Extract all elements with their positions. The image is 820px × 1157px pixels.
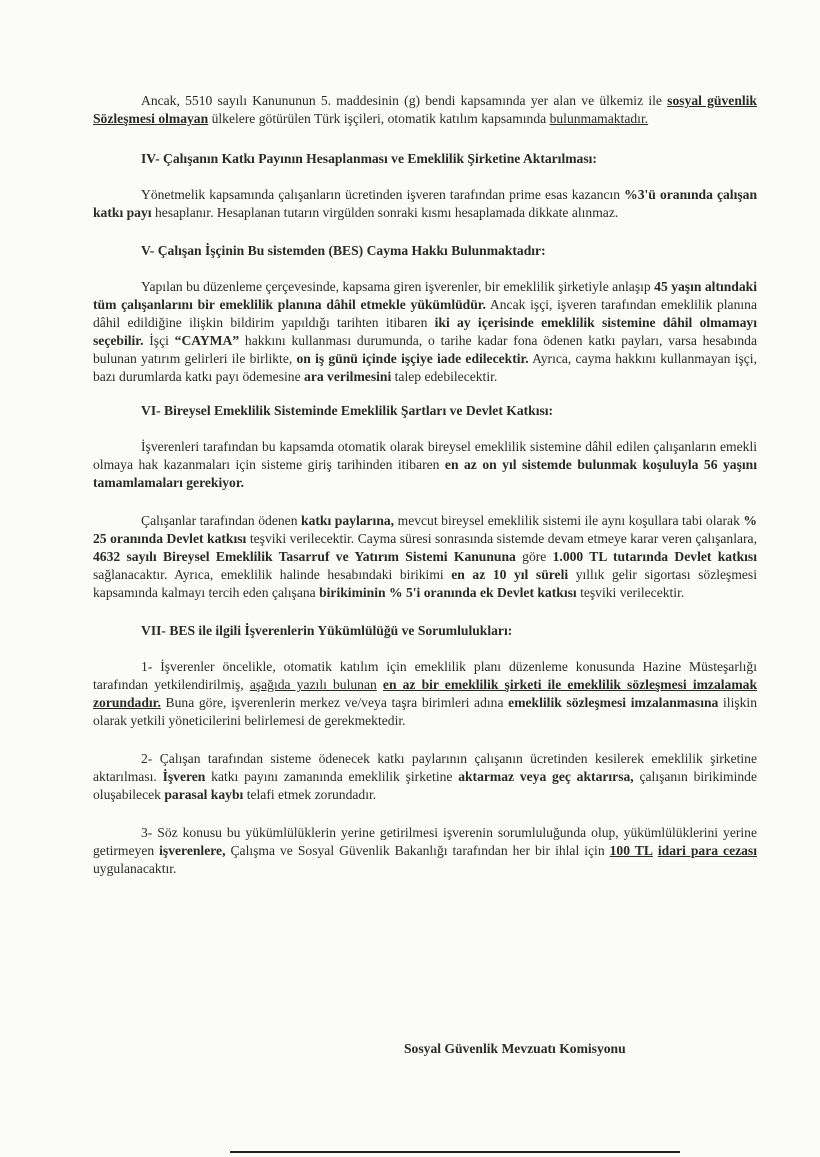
text: 1- İşverenler öncelikle, otomatik katılım için emeklilik planı düzenleme konusunda Hazine Müsteşarlığı tarafından yetkilendirilmiş, (93, 659, 757, 692)
underlined-bold-text: sosyal güvenlik Sözleşmesi olmayan (93, 93, 757, 126)
underlined-text: aşağıda yazılı bulunan (249, 677, 377, 692)
text: talep edebilecektir. (391, 369, 498, 384)
paragraph-vi-a (93, 438, 757, 492)
text: teşviki verilecektir. Cayma süresi sonrasında sistemde devam etmeye karar veren çalışanlara, (246, 531, 757, 546)
scan-edge-line (230, 1151, 680, 1157)
bold-text: aktarmaz veya geç aktarırsa, (458, 769, 634, 784)
text: göre (515, 549, 553, 564)
bold-text: İşveren (162, 769, 206, 784)
text: Çalışma ve Sosyal Güvenlik Bakanlığı tarafından her bir ihlal için (225, 843, 610, 858)
paragraph-vii-2 (93, 750, 757, 804)
section-heading-vi: VI- Bireysel Emeklilik Sisteminde Emeklilik Şartları ve Devlet Katkısı: (141, 403, 554, 418)
underlined-text: bulunmamaktadır. (549, 111, 649, 126)
text: Ancak, 5510 sayılı Kanununun 5. maddesinin (g) bendi kapsamında yer alan ve ülkemiz ile (141, 93, 668, 108)
text: İşçi (143, 333, 175, 348)
text: hakkını kullanması durumunda, o tarihe kadar fona ödenen katkı payları, varsa hesabında bulunan yatırım gelirleri ile birlikte, (93, 333, 757, 366)
text: telafi etmek zorundadır. (243, 787, 377, 802)
underlined-bold-text: idari para cezası (657, 843, 757, 858)
text: Ayrıca, cayma hakkını kullanmayan işçi, bazı durumlarda katkı payı ödemesine (93, 351, 757, 384)
bold-text: katkı paylarına, (301, 513, 395, 528)
text: hesaplanır. Hesaplanan tutarın virgülden sonraki kısmı hesaplamada dikkate alınmaz. (151, 205, 619, 220)
bold-text: parasal kaybı (164, 787, 244, 802)
text: 2- Çalışan tarafından sisteme ödenecek katkı paylarının çalışanın ücretinden kesilerek emeklilik şirketine aktarılması. (93, 751, 757, 784)
bold-text: 1.000 TL tutarında Devlet katkısı (552, 549, 758, 564)
text: mevcut bireysel emeklilik sistemi ile aynı koşullara tabi olarak (394, 513, 744, 528)
section-heading-v: V- Çalışan İşçinin Bu sistemden (BES) Cayma Hakkı Bulunmaktadır: (141, 243, 546, 258)
text: Buna göre, işverenlerin merkez ve/veya taşra birimleri adına (160, 695, 509, 710)
underlined-bold-text: 100 TL (609, 843, 653, 858)
text: Ancak işçi, işveren tarafından emeklilik planına dâhil edildiğine ilişkin bildirim yapıldığı tarihten itibaren (93, 297, 757, 330)
bold-text: 45 yaşın altındaki tüm çalışanlarını bir emeklilik planına dâhil etmekle yükümlüdür. (93, 279, 758, 312)
bold-text: en az 10 yıl süreli (451, 567, 569, 582)
text: çalışanın birikiminde oluşabilecek (93, 769, 757, 802)
text: katkı payını zamanında emeklilik şirketine (205, 769, 459, 784)
text: uygulanacaktır. (93, 861, 177, 876)
text: 3- Söz konusu bu yükümlülüklerin yerine getirilmesi işverenin sorumluluğunda olup, yükümlülüklerini yerine getirmeyen (93, 825, 757, 858)
text: ülkelere götürülen Türk işçileri, otomatik katılım kapsamında (208, 111, 550, 126)
bold-text: işverenlere, (159, 843, 226, 858)
bold-text: en az on yıl sistemde bulunmak koşuluyla 56 yaşını tamamlamaları gerekiyor. (93, 457, 757, 490)
text: sağlanacaktır. Ayrıca, emeklilik halinde hesabındaki birikimi (93, 567, 452, 582)
underlined-bold-text: en az bir emeklilik şirketi ile emeklilik sözleşmesi imzalamak zorundadır. (93, 677, 758, 710)
bold-text: birikiminin % 5'i oranında ek Devlet katkısı (319, 585, 577, 600)
text: Yönetmelik kapsamında çalışanların ücretinden işveren tarafından prime esas kazancın (141, 187, 625, 202)
paragraph-intro (93, 92, 757, 128)
bold-text: % 25 oranında Devlet katkısı (93, 513, 757, 546)
bold-text: emeklilik sözleşmesi imzalanmasına (508, 695, 719, 710)
text: ilişkin olarak yetkili yöneticilerini belirlemesi de gerekmektedir. (93, 695, 758, 728)
bold-text: %3'ü oranında çalışan katkı payı (93, 187, 758, 220)
paragraph-vii-3 (93, 824, 757, 878)
bold-text: ara verilmesini (304, 369, 392, 384)
bold-text: “CAYMA” (174, 333, 240, 348)
bold-text: 4632 sayılı Bireysel Emeklilik Tasarruf ve Yatırım Sistemi Kanununa (93, 549, 516, 564)
text: yıllık gelir sigortası sözleşmesi kapsamında kalmayı tercih eden çalışana (93, 567, 757, 600)
text: teşviki verilecektir. (576, 585, 685, 600)
section-heading-iv: IV- Çalışanın Katkı Payının Hesaplanması ve Emeklilik Şirketine Aktarılması: (141, 151, 597, 166)
document-body (93, 92, 757, 878)
signature-line: Sosyal Güvenlik Mevzuatı Komisyonu (404, 1041, 626, 1056)
paragraph-v (93, 278, 757, 386)
text: İşverenleri tarafından bu kapsamda otomatik olarak bireysel emeklilik sistemine dâhil edilen çalışanların emekli olmaya hak kazanmaları için sisteme giriş tarihinden itibaren (93, 439, 757, 472)
text: Çalışanlar tarafından ödenen (141, 513, 302, 528)
paragraph-vii-1 (93, 658, 757, 730)
paragraph-vi-b (93, 512, 757, 602)
section-heading-vii: VII- BES ile ilgili İşverenlerin Yükümlülüğü ve Sorumlulukları: (141, 623, 513, 638)
bold-text: iki ay içerisinde emeklilik sistemine dâhil olmamayı seçebilir. (93, 315, 757, 348)
paragraph-iv (93, 186, 757, 222)
text: Yapılan bu düzenleme çerçevesinde, kapsama giren işverenler, bir emeklilik şirketiyle anlaşıp (141, 279, 655, 294)
bold-text: on iş günü içinde işçiye iade edilecektir. (296, 351, 529, 366)
